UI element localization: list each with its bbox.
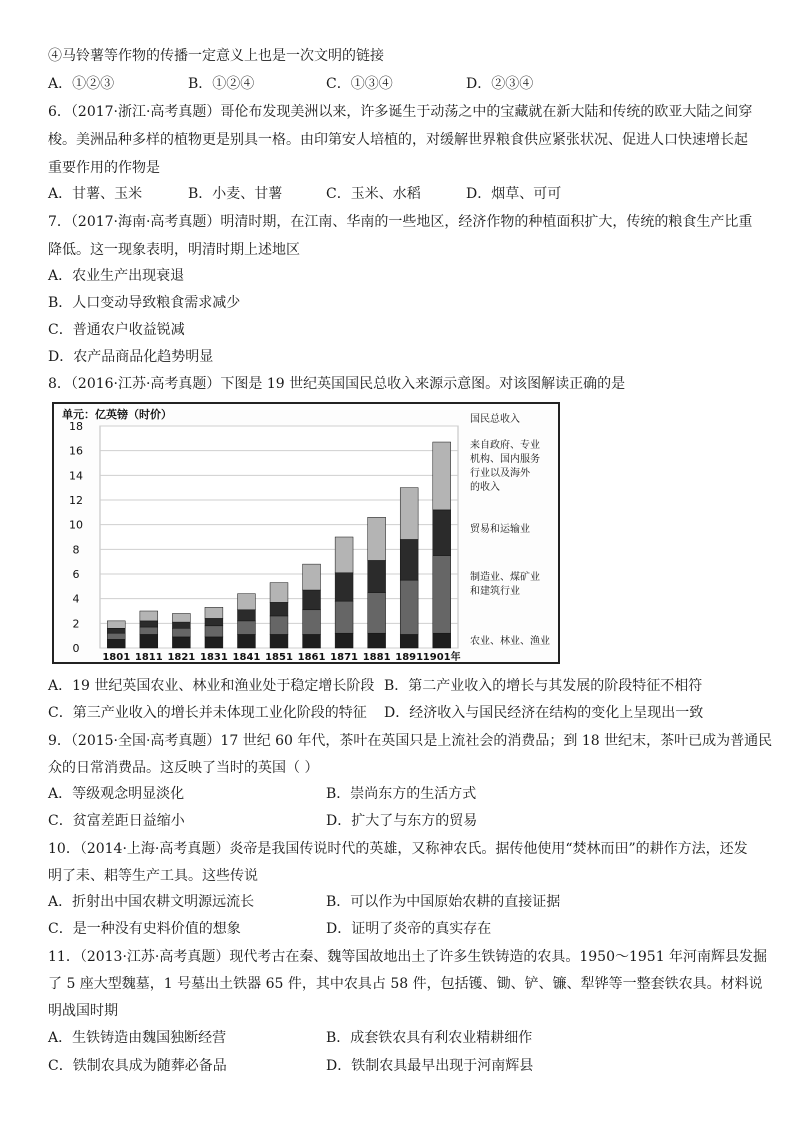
bar-segment xyxy=(238,634,256,648)
bar-segment xyxy=(172,613,190,622)
q11-stem-line-2: 了 5 座大型魏墓，1 号墓出土铁器 65 件，其中农具占 58 件，包括镬、锄、铲、镰、犁铧等一整套铁农具。材料说 xyxy=(48,976,763,992)
q11-stem-line-3: 明战国时期 xyxy=(48,1003,118,1019)
legend-label: 国民总收入 xyxy=(470,414,520,425)
y-tick-label: 2 xyxy=(72,617,80,631)
bar-segment xyxy=(107,628,125,633)
bar-segment xyxy=(270,602,288,616)
income-chart xyxy=(52,402,560,664)
q10-option-d: D．证明了炎帝的真实存在 xyxy=(326,921,492,937)
q5-option-b: B．①②④ xyxy=(188,76,255,92)
bar-segment xyxy=(400,539,418,580)
bar-segment xyxy=(107,621,125,628)
q7-stem-line-2: 降低。这一现象表明，明清时期上述地区 xyxy=(48,242,300,258)
q9-stem-line-1: 9．（2015·全国·高考真题）17 世纪 60 年代，茶叶在英国只是上流社会的消费品；到 18 世纪末，茶叶已成为普通民 xyxy=(48,733,773,749)
income-chart-svg xyxy=(54,404,558,662)
q10-option-c: C．是一种没有史料价值的想象 xyxy=(48,921,241,937)
bar-segment xyxy=(270,634,288,648)
q11-stem-line-1: 11．（2013·江苏·高考真题）现代考古在秦、魏等国故地出土了许多生铁铸造的农具。1950～1951 年河南辉县发掘 xyxy=(48,949,768,965)
bar-segment xyxy=(107,639,125,648)
bar-segment xyxy=(368,633,386,648)
x-tick-label: 1851 xyxy=(265,652,293,662)
x-tick-label: 1831 xyxy=(199,652,228,662)
q6-option-b: B．小麦、甘薯 xyxy=(188,186,283,202)
bar-segment xyxy=(172,622,190,628)
bar-segment xyxy=(433,442,451,510)
q10-stem-line-2: 明了耒、耜等生产工具。这些传说 xyxy=(48,868,258,884)
q9-option-c: C．贫富差距日益缩小 xyxy=(48,813,185,829)
q9-stem-line-2: 众的日常消费品。这反映了当时的英国（ ） xyxy=(48,760,319,776)
y-tick-label: 8 xyxy=(72,543,80,557)
bar-segment xyxy=(433,556,451,634)
chart-unit-label: 单元：亿英镑（时价） xyxy=(62,408,172,421)
y-tick-label: 12 xyxy=(69,494,83,507)
bar-segment xyxy=(400,488,418,540)
x-tick-label: 1901年 xyxy=(422,652,461,662)
bar-segment xyxy=(335,633,353,648)
bar-segment xyxy=(140,627,158,634)
bar-segment xyxy=(368,517,386,560)
q8-option-a: A．19 世纪英国农业、林业和渔业处于稳定增长阶段 xyxy=(48,678,375,694)
bar-segment xyxy=(368,593,386,634)
x-tick-label: 1841 xyxy=(232,652,261,662)
q10-option-b: B．可以作为中国原始农耕的直接证据 xyxy=(326,894,561,910)
q8-option-d: D．经济收入与国民经济在结构的变化上呈现出一致 xyxy=(384,705,704,721)
bar-segment xyxy=(368,560,386,592)
q7-option-b: B．人口变动导致粮食需求减少 xyxy=(48,295,241,311)
q8-option-b: B．第二产业收入的增长与其发展的阶段特征不相符 xyxy=(384,678,703,694)
q11-option-b: B．成套铁农具有利农业精耕细作 xyxy=(326,1030,533,1046)
legend-label: 的收入 xyxy=(470,482,500,493)
bar-segment xyxy=(172,628,190,637)
bar-segment xyxy=(303,610,321,635)
q11-option-c: C．铁制农具成为随葬必备品 xyxy=(48,1058,227,1074)
bar-segment xyxy=(303,634,321,648)
bar-segment xyxy=(400,634,418,648)
q7-option-c: C．普通农户收益锐减 xyxy=(48,322,185,338)
q10-option-a: A．折射出中国农耕文明源远流长 xyxy=(48,894,255,910)
y-tick-label: 10 xyxy=(69,518,83,532)
bar-segment xyxy=(335,537,353,573)
bar-segment xyxy=(205,618,223,625)
bar-segment xyxy=(433,510,451,556)
q6-option-d: D．烟草、可可 xyxy=(466,186,562,202)
q8-stem-line-1: 8．（2016·江苏·高考真题）下图是 19 世纪英国国民总收入来源示意图。对该图解读正确的是 xyxy=(48,376,626,392)
x-tick-label: 1871 xyxy=(330,652,359,662)
bar-segment xyxy=(140,621,158,627)
bar-segment xyxy=(238,594,256,610)
q5-option-d: D．②③④ xyxy=(466,76,534,92)
bar-segment xyxy=(270,583,288,603)
bar-segment xyxy=(205,626,223,637)
q11-option-d: D．铁制农具最早出现于河南辉县 xyxy=(326,1058,534,1074)
bar-segment xyxy=(303,590,321,610)
bar-segment xyxy=(400,580,418,634)
bar-segment xyxy=(335,601,353,633)
bar-segment xyxy=(172,637,190,648)
q5-option-c: C．①③④ xyxy=(326,76,393,92)
legend-label: 机构、国内服务 xyxy=(470,454,540,465)
q9-option-b: B．崇尚东方的生活方式 xyxy=(326,786,477,802)
bar-segment xyxy=(140,634,158,648)
q9-option-d: D．扩大了与东方的贸易 xyxy=(326,813,478,829)
q10-stem-line-1: 10．（2014·上海·高考真题）炎帝是我国传说时代的英雄，又称神农氏。据传他使用“焚林而田”的耕作方法，还发 xyxy=(48,841,748,857)
q5-option-a: A．①②③ xyxy=(48,76,115,92)
bar-segment xyxy=(238,621,256,635)
bar-segment xyxy=(303,564,321,590)
bar-segment xyxy=(335,573,353,601)
q7-stem-line-1: 7．（2017·海南·高考真题）明清时期，在江南、华南的一些地区，经济作物的种植面积扩大，传统的粮食生产比重 xyxy=(48,214,753,230)
q9-option-a: A．等级观念明显淡化 xyxy=(48,786,185,802)
y-tick-label: 4 xyxy=(72,592,80,606)
q6-stem-line-2: 梭。美洲品种多样的植物更是别具一格。由印第安人培植的，对缓解世界粮食供应紧张状况、促进人口快速增长起 xyxy=(48,132,748,148)
bar-segment xyxy=(205,637,223,648)
bar-segment xyxy=(107,633,125,639)
legend-label: 农业、林业、渔业 xyxy=(470,636,550,647)
q11-option-a: A．生铁铸造由魏国独断经营 xyxy=(48,1030,227,1046)
legend-label: 行业以及海外 xyxy=(470,468,530,479)
q5-stem-tail: ④马铃薯等作物的传播一定意义上也是一次文明的链接 xyxy=(48,48,384,64)
y-tick-label: 0 xyxy=(72,642,80,655)
y-tick-label: 6 xyxy=(72,568,80,581)
q6-stem-line-3: 重要作用的作物是 xyxy=(48,160,160,176)
legend-label: 制造业、煤矿业 xyxy=(470,572,540,583)
x-tick-label: 1881 xyxy=(362,652,391,662)
x-tick-label: 1801 xyxy=(102,652,131,662)
y-tick-label: 14 xyxy=(69,469,83,483)
legend-label: 来自政府、专业 xyxy=(470,440,540,451)
x-tick-label: 1891 xyxy=(395,652,424,662)
bar-segment xyxy=(205,607,223,618)
x-tick-label: 1811 xyxy=(134,652,163,662)
legend-label: 和建筑行业 xyxy=(470,586,520,597)
bar-segment xyxy=(238,610,256,621)
q7-option-a: A．农业生产出现衰退 xyxy=(48,268,185,284)
y-tick-label: 18 xyxy=(69,420,83,433)
y-tick-label: 16 xyxy=(69,444,83,458)
q6-option-c: C．玉米、水稻 xyxy=(326,186,421,202)
q6-stem-line-1: 6．（2017·浙江·高考真题）哥伦布发现美洲以来，许多诞生于动荡之中的宝藏就在新大陆和传统的欧亚大陆之间穿 xyxy=(48,104,753,120)
bar-segment xyxy=(270,616,288,635)
x-tick-label: 1861 xyxy=(297,652,326,662)
bar-segment xyxy=(140,611,158,621)
q8-option-c: C．第三产业收入的增长并未体现工业化阶段的特征 xyxy=(48,705,367,721)
x-tick-label: 1821 xyxy=(167,652,196,662)
q6-option-a: A．甘薯、玉米 xyxy=(48,186,143,202)
legend-label: 贸易和运输业 xyxy=(470,524,530,535)
q7-option-d: D．农产品商品化趋势明显 xyxy=(48,349,214,365)
bar-segment xyxy=(433,633,451,648)
